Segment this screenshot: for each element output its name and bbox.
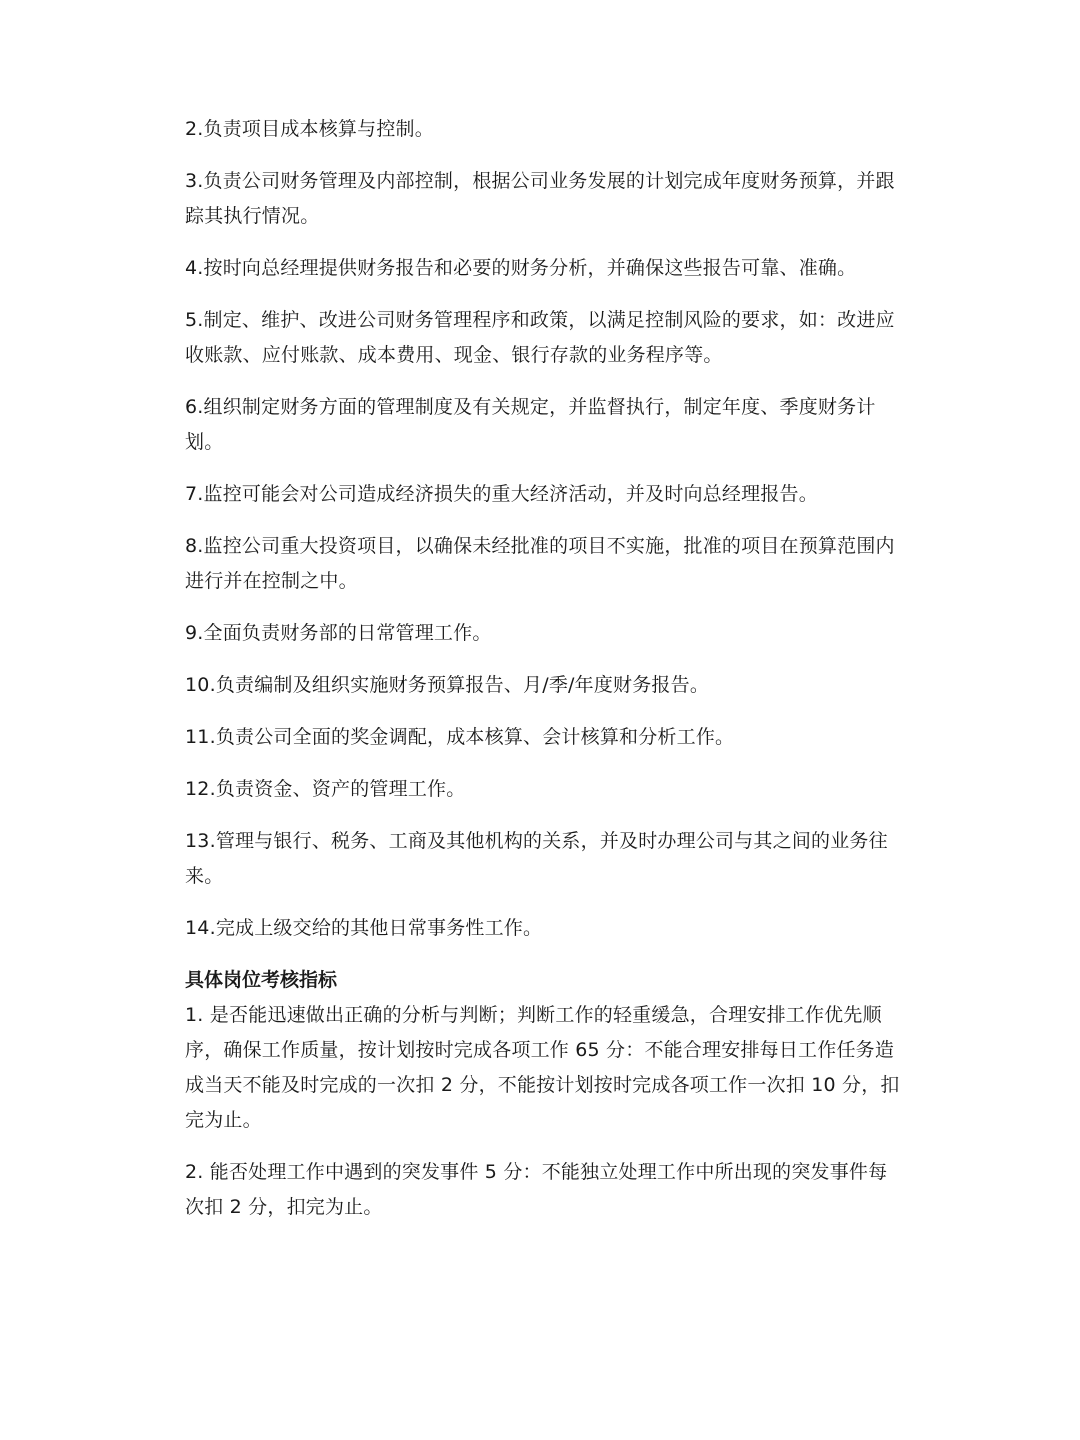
duty-item-4: 4.按时向总经理提供财务报告和必要的财务分析，并确保这些报告可靠、准确。 — [185, 257, 857, 279]
duty-item-14: 14.完成上级交给的其他日常事务性工作。 — [185, 917, 543, 939]
duty-item-7: 7.监控可能会对公司造成经济损失的重大经济活动，并及时向总经理报告。 — [185, 483, 818, 505]
duty-item-2: 2.负责项目成本核算与控制。 — [185, 118, 434, 140]
duty-item-5: 5.制定、维护、改进公司财务管理程序和政策，以满足控制风险的要求，如：改进应收账款、应付账款、成本费用、现金、银行存款的业务程序等。 — [185, 309, 895, 366]
duty-item-10: 10.负责编制及组织实施财务预算报告、月/季/年度财务报告。 — [185, 674, 710, 696]
duty-item-6: 6.组织制定财务方面的管理制度及有关规定，并监督执行，制定年度、季度财务计划。 — [185, 396, 876, 453]
assessment-heading: 具体岗位考核指标 — [185, 969, 338, 991]
duty-item-13: 13.管理与银行、税务、工商及其他机构的关系，并及时办理公司与其之间的业务往来。 — [185, 830, 888, 887]
duty-item-3: 3.负责公司财务管理及内部控制，根据公司业务发展的计划完成年度财务预算，并跟踪其执行情况。 — [185, 170, 895, 227]
duty-item-12: 12.负责资金、资产的管理工作。 — [185, 778, 466, 800]
assessment-criterion-2: 2. 能否处理工作中遇到的突发事件 5 分：不能独立处理工作中所出现的突发事件每次扣 2 分，扣完为止。 — [185, 1161, 888, 1218]
duty-item-9: 9.全面负责财务部的日常管理工作。 — [185, 622, 492, 644]
duty-item-8: 8.监控公司重大投资项目，以确保未经批准的项目不实施，批准的项目在预算范围内进行并在控制之中。 — [185, 535, 895, 592]
document-body — [185, 112, 905, 1242]
assessment-criterion-1: 1. 是否能迅速做出正确的分析与判断；判断工作的轻重缓急，合理安排工作优先顺序，确保工作质量，按计划按时完成各项工作 65 分：不能合理安排每日工作任务造成当天不能及时完成的一次扣 2 分，不能按计划按时完成各项工作一次扣 10 分，扣完为止。 — [185, 1004, 900, 1131]
duty-item-11: 11.负责公司全面的奖金调配，成本核算、会计核算和分析工作。 — [185, 726, 735, 748]
